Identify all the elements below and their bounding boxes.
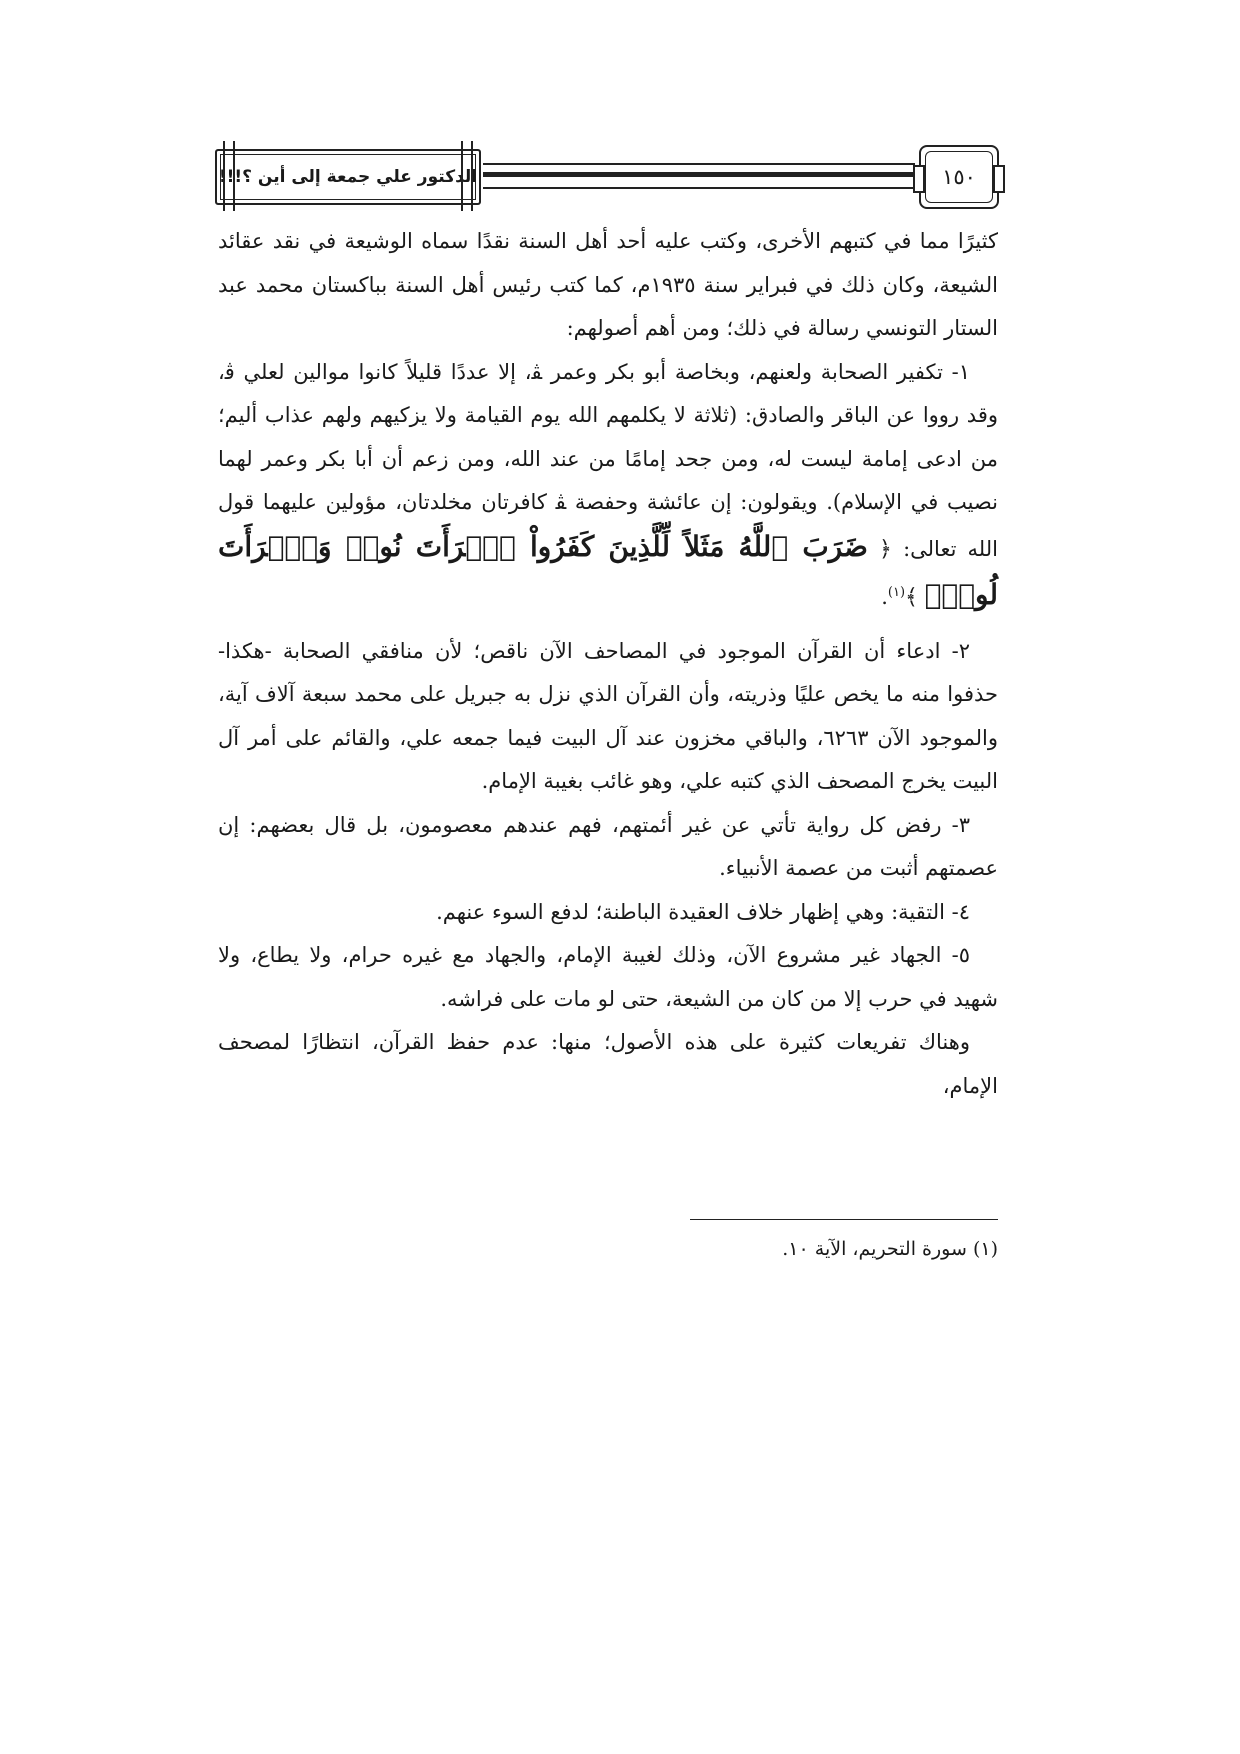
frame-ornament-left bbox=[913, 165, 925, 193]
footnote-reference[interactable]: (١) bbox=[887, 585, 906, 600]
page-number-frame bbox=[919, 145, 999, 209]
body-text bbox=[218, 220, 998, 1108]
list-item-2: ٢- ادعاء أن القرآن الموجود في المصاحف الآن ناقص؛ لأن منافقي الصحابة -هكذا- حذفوا منه ما يخص عليًا وذريته، وأن القرآن الذي نزل به جبريل على محمد سبعة آلاف آية، والموجود الآن ٦٢٦٣، والباقي مخزون عند آل البيت فيما جمعه علي، والقائم على أمر آل البيت يخرج المصحف الذي كتبه علي، وهو غائب بغيبة الإمام. bbox=[218, 638, 998, 793]
verse-close-bracket: ﴾ bbox=[905, 585, 918, 610]
paragraph-closing: وهناك تفريعات كثيرة على هذه الأصول؛ منها: عدم حفظ القرآن، انتظارًا لمصحف الإمام، bbox=[218, 1030, 998, 1098]
page-number: ١٥٠ bbox=[942, 165, 976, 189]
list-item-1 bbox=[218, 351, 998, 620]
frame-ornament-right bbox=[993, 165, 1005, 193]
verse-open-bracket: ﴿ bbox=[879, 536, 892, 562]
running-title-frame bbox=[215, 149, 481, 205]
list-item-1-text: ١- تكفير الصحابة ولعنهم، وبخاصة أبو بكر وعمر ﭭ، إلا عددًا قليلاً كانوا موالين لعلي ﭬ، وقد رووا عن الباقر والصادق: (ثلاثة لا يكلمهم الله يوم القيامة ولا يزكيهم ولهم عذاب أليم؛ من ادعى إمامة ليست له، ومن جحد إمامًا من عند الله، ومن زعم أن أبا بكر وعمر لهما نصيب في الإسلام). ويقولون: إن عائشة وحفصة ﭭ كافرتان مخلدتان، مؤولين عليهما قول الله تعالى: bbox=[218, 359, 998, 561]
page-header bbox=[215, 143, 1015, 213]
footnote-separator bbox=[690, 1219, 998, 1220]
list-item-3: ٣- رفض كل رواية تأتي عن غير أئمتهم، فهم عندهم معصومون، بل قال بعضهم: إن عصمتهم أثبت من عصمة الأنبياء. bbox=[218, 812, 998, 880]
paragraph-intro: كثيرًا مما في كتبهم الأخرى، وكتب عليه أحد أهل السنة نقدًا سماه الوشيعة في نقد عقائد الشيعة، وكان ذلك في فبراير سنة ١٩٣٥م، كما كتب رئيس أهل السنة بباكستان محمد عبد الستار التونسي رسالة في ذلك؛ ومن أهم أصولهم: bbox=[218, 229, 998, 340]
running-title: الدكتور علي جمعة إلى أين ؟!!! bbox=[218, 167, 478, 187]
list-item-5: ٥- الجهاد غير مشروع الآن، وذلك لغيبة الإمام، والجهاد مع غيره حرام، ولا يطاع، ولا شهيد في حرب إلا من كان من الشيعة، حتى لو مات على فراشه. bbox=[218, 943, 998, 1011]
quran-verse: ضَرَبَ ٱللَّهُ مَثَلاً لِّلَّذِينَ كَفَرُواْ ٱمۡرَأَتَ نُوحٖ وَٱمۡرَأَتَ لُوطٖۖ bbox=[218, 529, 998, 611]
list-item-4: ٤- التقية: وهي إظهار خلاف العقيدة الباطنة؛ لدفع السوء عنهم. bbox=[436, 899, 970, 924]
header-rule bbox=[483, 163, 915, 189]
list-item-1-end: . bbox=[881, 585, 888, 609]
footnote: (١) سورة التحريم، الآية ١٠. bbox=[782, 1238, 998, 1260]
